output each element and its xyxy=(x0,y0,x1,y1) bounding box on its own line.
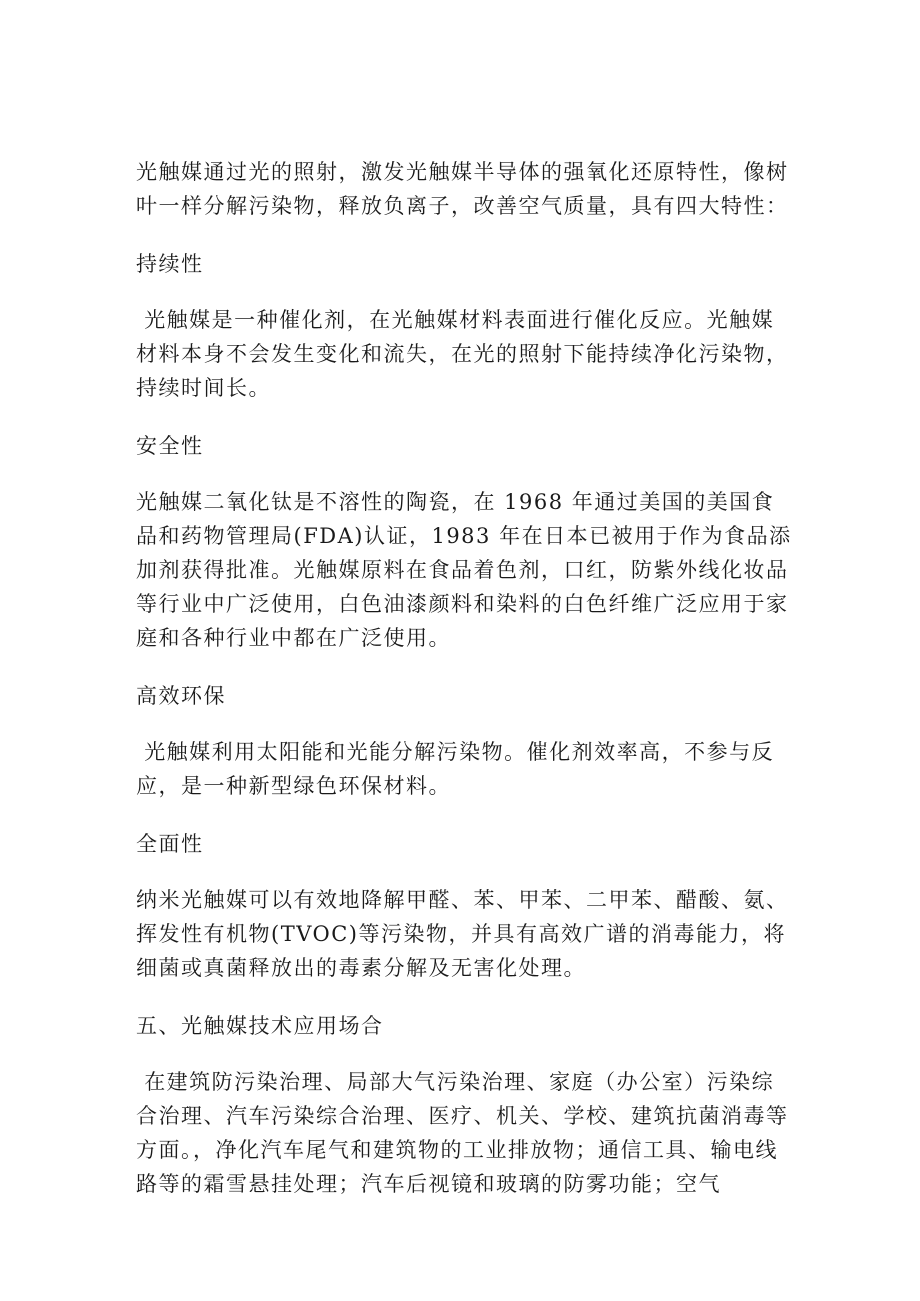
section-heading-applications: 五、光触媒技术应用场合 xyxy=(136,1014,384,1038)
section-body-safety: 光触媒二氧化钛是不溶性的陶瓷，在 1968 年通过美国的美国食品和药物管理局(FDA)认证，1983 年在日本已被用于作为食品添加剂获得批准。光触媒原料在食品着色剂，口红，防紫外线化妆品等行业中广泛使用，白色油漆颜料和染料的白色纤维广泛应用于家庭和各种行业中都在广泛使用。 xyxy=(136,490,792,650)
section-heading-comprehensiveness: 全面性 xyxy=(136,832,204,856)
section-body-efficiency: 光触媒利用太阳能和光能分解污染物。催化剂效率高，不参与反应，是一种新型绿色环保材料。 xyxy=(136,740,775,798)
section-heading-safety: 安全性 xyxy=(136,434,204,458)
document-body xyxy=(136,155,792,1201)
section-body-comprehensiveness: 纳米光触媒可以有效地降解甲醛、苯、甲苯、二甲苯、醋酸、氨、挥发性有机物(TVOC)等污染物，并具有高效广谱的消毒能力，将细菌或真菌释放出的毒素分解及无害化处理。 xyxy=(136,888,789,980)
intro-paragraph: 光触媒通过光的照射，激发光触媒半导体的强氧化还原特性，像树叶一样分解污染物，释放负离子，改善空气质量，具有四大特性： xyxy=(136,160,789,218)
section-body-applications: 在建筑防污染治理、局部大气污染治理、家庭（办公室）污染综合治理、汽车污染综合治理、医疗、机关、学校、建筑抗菌消毒等方面。，净化汽车尾气和建筑物的工业排放物；通信工具、输电线路等的霜雪悬挂处理；汽车后视镜和玻璃的防雾功能；空气 xyxy=(136,1070,789,1196)
section-body-sustainability: 光触媒是一种催化剂，在光触媒材料表面进行催化反应。光触媒材料本身不会发生变化和流失，在光的照射下能持续净化污染物，持续时间长。 xyxy=(136,308,789,400)
section-heading-efficiency: 高效环保 xyxy=(136,684,226,708)
section-heading-sustainability: 持续性 xyxy=(136,252,204,276)
